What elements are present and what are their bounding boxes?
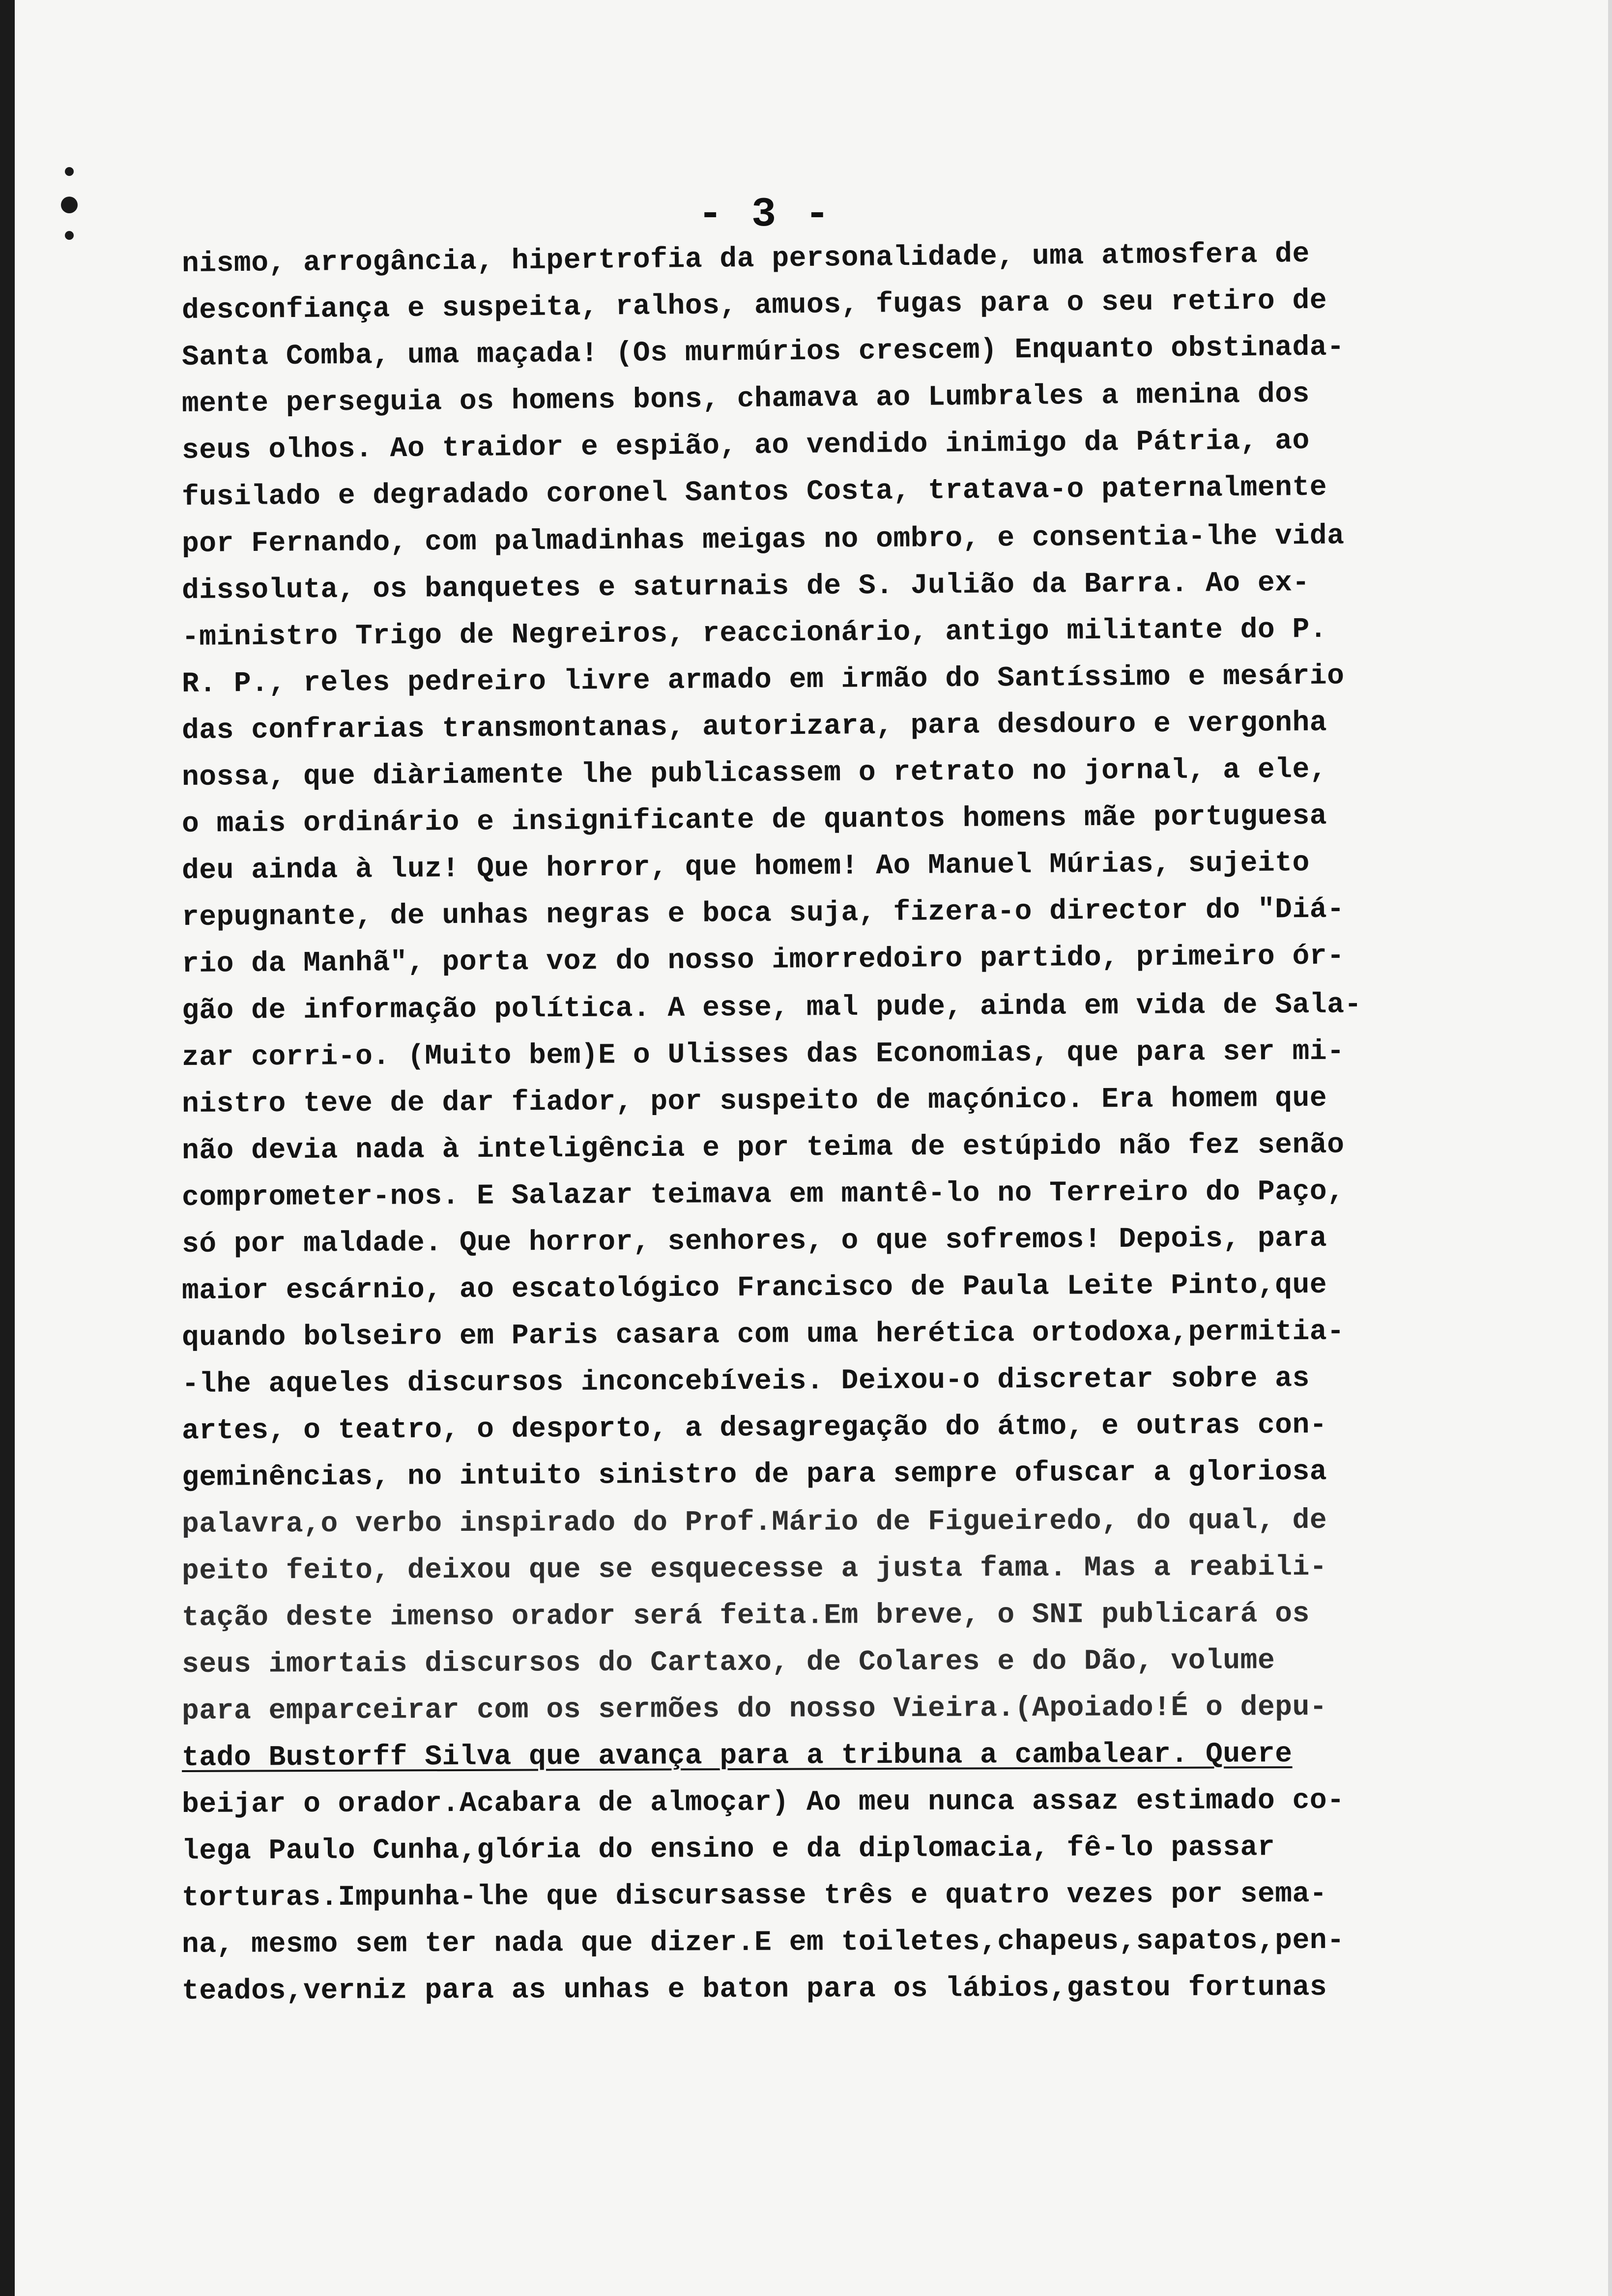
text-line: deu ainda à luz! Que horror, que homem! Ao Manuel Múrias, sujeito: [181, 847, 1310, 887]
text-line: das confrarias transmontanas, autorizara, para desdouro e vergonha: [181, 707, 1327, 747]
text-line: geminências, no intuito sinistro de para sempre ofuscar a gloriosa: [181, 1456, 1327, 1494]
text-line: não devia nada à inteligência e por teima de estúpido não fez senão: [181, 1129, 1345, 1167]
text-line: beijar o orador.Acabara de almoçar) Ao meu nunca assaz estimado co-: [181, 1784, 1345, 1821]
text-line: para emparceirar com os sermões do nosso Vieira.(Apoiado!É o depu-: [181, 1691, 1327, 1727]
text-line: por Fernando, com palmadinhas meigas no ombro, e consentia-lhe vida: [181, 520, 1345, 560]
text-line: o mais ordinário e insignificante de quantos homens mãe portuguesa: [181, 800, 1327, 840]
text-line: nismo, arrogância, hipertrofia da personalidade, uma atmosfera de: [181, 238, 1310, 280]
text-line: palavra,o verbo inspirado do Prof.Mário de Figueiredo, do qual, de: [181, 1504, 1327, 1541]
text-line: repugnante, de unhas negras e boca suja, fizera-o director do "Diá-: [181, 893, 1345, 934]
text-line: zar corri-o. (Muito bem)E o Ulisses das Economias, que para ser mi-: [181, 1035, 1345, 1074]
text-line: nossa, que diàriamente lhe publicassem o retrato no jornal, a ele,: [181, 753, 1327, 794]
text-line: teados,verniz para as unhas e baton para os lábios,gastou fortunas: [181, 1971, 1327, 2008]
text-line: dissoluta, os banquetes e saturnais de S. Julião da Barra. Ao ex-: [181, 567, 1310, 607]
text-line: só por maldade. Que horror, senhores, o que sofremos! Depois, para: [181, 1222, 1327, 1261]
text-line: desconfiança e suspeita, ralhos, amuos, fugas para o seu retiro de: [181, 285, 1327, 327]
text-line: quando bolseiro em Paris casara com uma herética ortodoxa,permitia-: [181, 1316, 1345, 1354]
text-line: seus olhos. Ao traidor e espião, ao vendido inimigo da Pátria, ao: [181, 425, 1310, 467]
typewritten-text: [181, 238, 1578, 2015]
text-line: -ministro Trigo de Negreiros, reaccionário, antigo militante do P.: [181, 613, 1327, 654]
text-line: comprometer-nos. E Salazar teimava em mantê-lo no Terreiro do Paço,: [181, 1176, 1345, 1214]
text-line: peito feito, deixou que se esquecesse a justa fama. Mas a reabili-: [181, 1551, 1327, 1587]
text-line: R. P., reles pedreiro livre armado em irmão do Santíssimo e mesário: [181, 660, 1345, 700]
scan-left-edge: [0, 0, 15, 2296]
text-line-underlined: [182, 1730, 1578, 1781]
text-line: artes, o teatro, o desporto, a desagregação do átmo, e outras con-: [181, 1409, 1327, 1447]
punch-hole-mark: [65, 167, 74, 176]
text-line: gão de informação política. A esse, mal pude, ainda em vida de Sala-: [181, 989, 1362, 1027]
text-line: torturas.Impunha-lhe que discursasse três e quatro vezes por sema-: [181, 1878, 1327, 1914]
text-line: mente perseguia os homens bons, chamava ao Lumbrales a menina dos: [181, 378, 1310, 420]
text-line: nistro teve de dar fiador, por suspeito de maçónico. Era homem que: [181, 1082, 1327, 1120]
text-line: maior escárnio, ao escatológico Francisco de Paula Leite Pinto,que: [181, 1269, 1327, 1307]
text-line: tação deste imenso orador será feita.Em breve, o SNI publicará os: [181, 1598, 1310, 1634]
scan-right-edge: [1608, 0, 1612, 2296]
text-line: seus imortais discursos do Cartaxo, de Colares e do Dão, volume: [181, 1645, 1275, 1681]
text-line: na, mesmo sem ter nada que dizer.E em toiletes,chapeus,sapatos,pen-: [181, 1924, 1345, 1961]
punch-hole-mark: [61, 197, 78, 213]
text-line: lega Paulo Cunha,glória do ensino e da diplomacia, fê-lo passar: [181, 1832, 1275, 1867]
page-number: - 3 -: [698, 192, 832, 238]
underlined-text: tado Bustorff Silva que avança para a tribuna a cambalear. Quere: [181, 1738, 1293, 1774]
text-line: fusilado e degradado coronel Santos Costa, tratava-o paternalmente: [181, 471, 1327, 514]
punch-hole-mark: [65, 231, 74, 240]
text-line: -lhe aqueles discursos inconcebíveis. Deixou-o discretar sobre as: [181, 1362, 1310, 1401]
text-line: rio da Manhã", porta voz do nosso imorredoiro partido, primeiro ór-: [181, 940, 1345, 980]
text-line: Santa Comba, uma maçada! (Os murmúrios crescem) Enquanto obstinada-: [181, 331, 1345, 373]
